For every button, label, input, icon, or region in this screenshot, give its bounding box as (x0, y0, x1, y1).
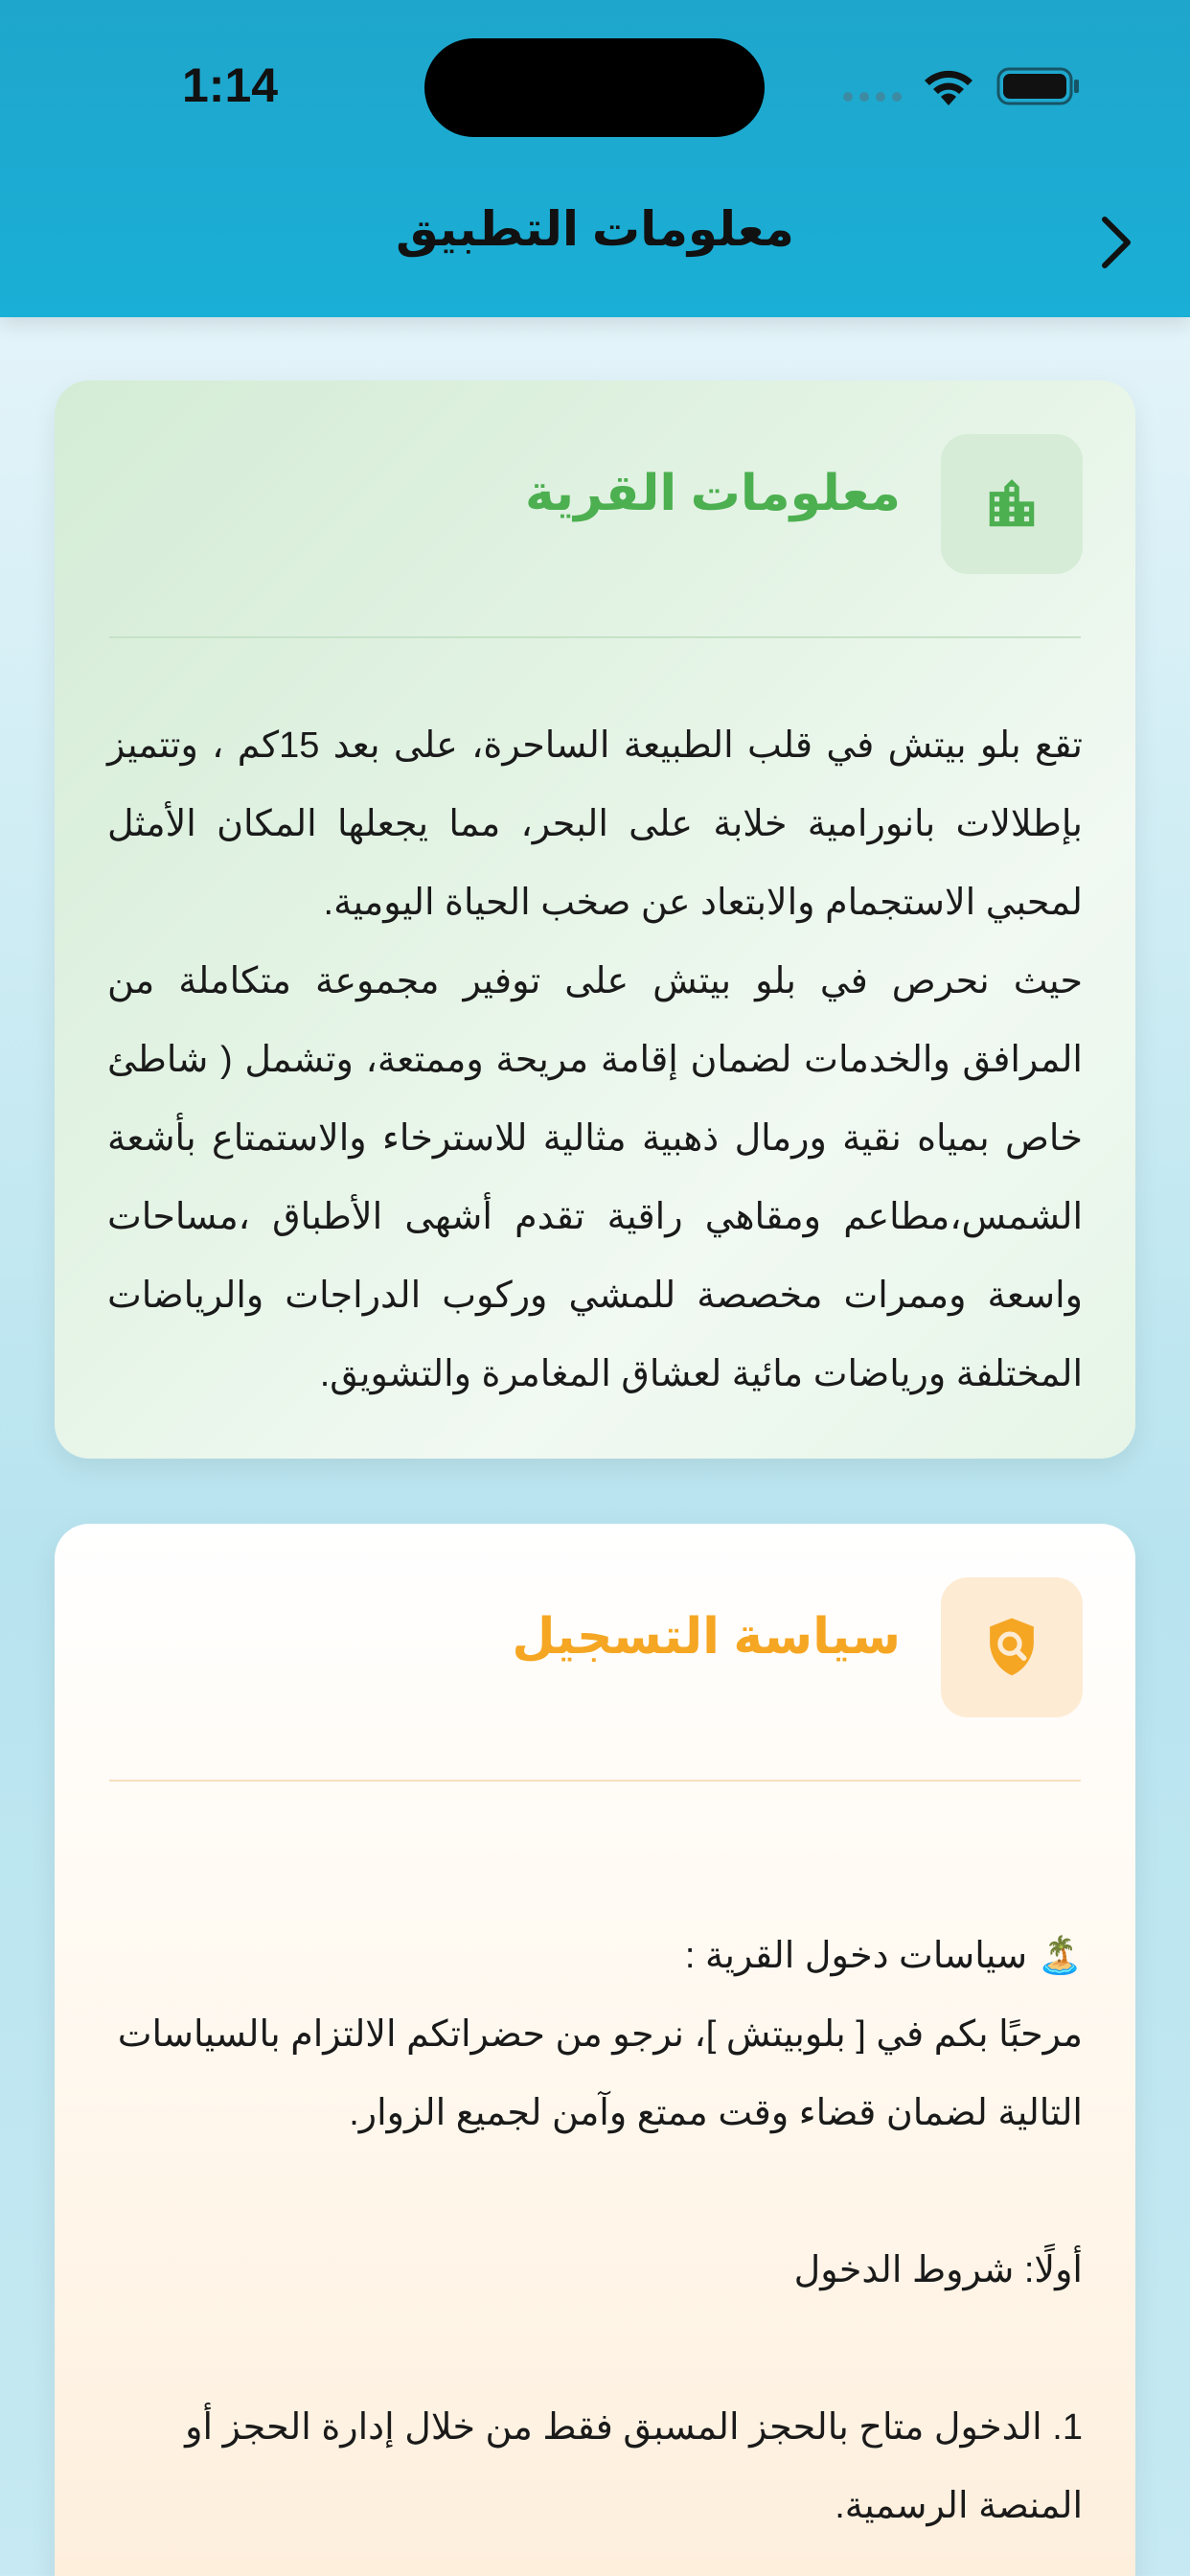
policy-icon-box (941, 1577, 1083, 1717)
building-icon (982, 474, 1041, 534)
divider (109, 1780, 1081, 1782)
policy-section-title: أولًا: شروط الدخول (793, 2250, 1083, 2290)
village-description (107, 706, 1083, 1414)
divider (109, 636, 1081, 638)
policy-item: 1. الدخول متاح بالحجز المسبق فقط من خلال إدارة الحجز أو المنصة الرسمية. (185, 2407, 1083, 2526)
policy-content (107, 1917, 1083, 2545)
app-header (0, 0, 1190, 317)
wifi-icon (920, 63, 977, 109)
policy-card-title: سياسة التسجيل (512, 1609, 901, 1665)
village-paragraph: تقع بلو بيتش في قلب الطبيعة الساحرة، على بعد 15كم ، وتتميز بإطلالات بانورامية خلابة على البحر، مما يجعلها المكان الأمثل لمحبي الاستجمام والابتعاد عن صخب الحياة اليومية. (107, 725, 1083, 923)
policy-intro: مرحبًا بكم في [ بلوبيتش ]، نرجو من حضراتكم الالتزام بالسياسات التالية لضمان قضاء وقت ممتع وآمن لجميع الزوار. (117, 2014, 1083, 2133)
status-time: 1:14 (182, 58, 279, 112)
shield-search-icon (982, 1616, 1041, 1679)
cellular-signal-icon (843, 92, 903, 105)
battery-icon (996, 67, 1081, 105)
village-paragraph: حيث نحرص في بلو بيتش على توفير مجموعة متكاملة من المرافق والخدمات لضمان إقامة مريحة وممتعة، وتشمل ( شاطئ خاص بمياه نقية ورمال ذهبية مثالية للاسترخاء والاستمتاع بأشعة الشمس،مطاعم ومقاهي راقية تقدم أشهى الأطباق ،مساحات واسعة وممرات مخصصة للمشي وركوب الدراجات والرياضات المختلفة ورياضات مائية لعشاق المغامرة والتشويق. (107, 961, 1083, 1394)
dynamic-island (424, 38, 765, 137)
village-info-card (55, 380, 1135, 1459)
village-card-title: معلومات القرية (525, 466, 901, 521)
back-button[interactable] (1087, 209, 1145, 276)
village-icon-box (941, 434, 1083, 574)
chevron-icon (1097, 214, 1135, 271)
policy-heading: 🏝️ سياسات دخول القرية : (684, 1936, 1083, 1976)
page-title: معلومات التطبيق (396, 202, 794, 256)
registration-policy-card (55, 1524, 1135, 2576)
